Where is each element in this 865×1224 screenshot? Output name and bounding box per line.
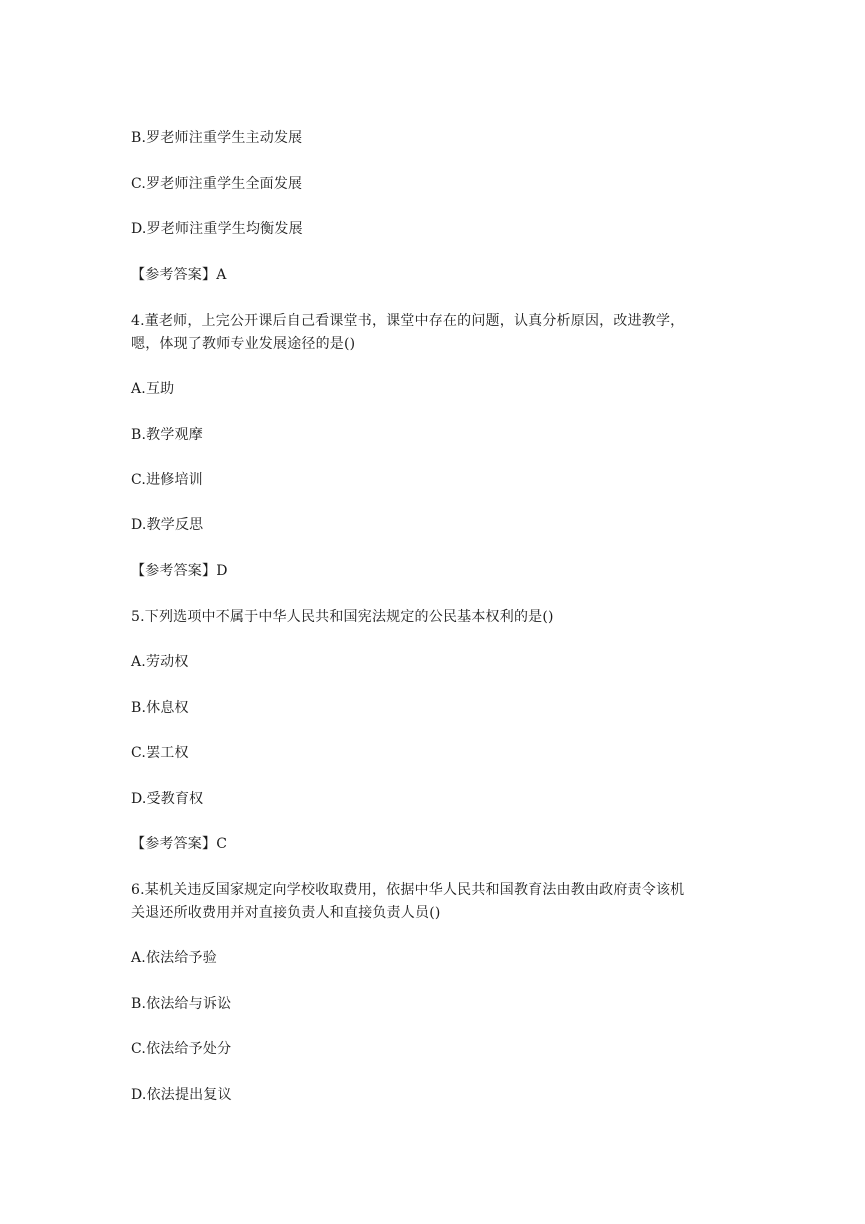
- q6-option-d: D.依法提出复议: [131, 1087, 232, 1103]
- q4-option-b: B.教学观摩: [131, 427, 203, 443]
- q6-stem-line2: 关退还所收费用并对直接负责人和直接负责人员(): [131, 905, 441, 921]
- q4-option-a: A.互助: [131, 381, 175, 397]
- q6-option-b: B.依法给与诉讼: [131, 996, 232, 1012]
- q4-option-c: C.进修培训: [131, 472, 203, 488]
- q6-stem-line1: 6.某机关违反国家规定向学校收取费用，依据中华人民共和国教育法由教由政府责令该机: [131, 882, 685, 898]
- q3-answer: 【参考答案】A: [131, 267, 227, 283]
- q5-option-b: B.休息权: [131, 700, 189, 716]
- q5-option-d: D.受教育权: [131, 791, 204, 807]
- q3-option-c: C.罗老师注重学生全面发展: [131, 176, 303, 192]
- q4-stem-line2: 嗯，体现了教师专业发展途径的是(): [131, 336, 356, 352]
- q5-option-a: A.劳动权: [131, 654, 189, 670]
- q4-option-d: D.教学反思: [131, 517, 204, 533]
- q5-option-c: C.罢工权: [131, 745, 189, 761]
- q3-option-b: B.罗老师注重学生主动发展: [131, 130, 303, 146]
- q5-stem: 5.下列选项中不属于中华人民共和国宪法规定的公民基本权利的是(): [131, 609, 554, 625]
- q6-option-a: A.依法给予验: [131, 950, 217, 966]
- q3-option-d: D.罗老师注重学生均衡发展: [131, 221, 303, 237]
- q6-option-c: C.依法给予处分: [131, 1041, 232, 1057]
- q4-stem-line1: 4.董老师，上完公开课后自己看课堂书，课堂中存在的问题，认真分析原因，改进教学，: [131, 313, 685, 329]
- q5-answer: 【参考答案】C: [131, 836, 228, 852]
- q4-answer: 【参考答案】D: [131, 563, 228, 579]
